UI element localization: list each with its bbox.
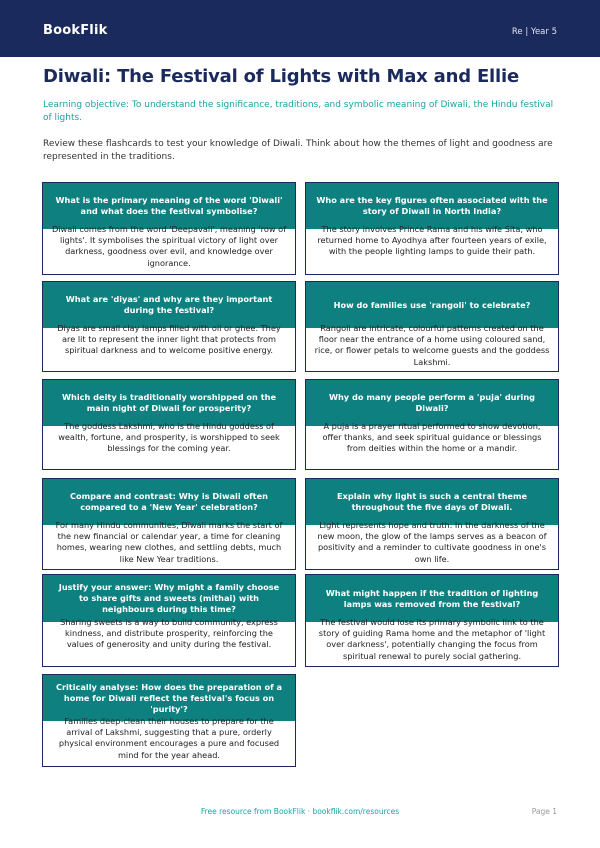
intro-text: Review these flashcards to test your knowledge of Diwali. Think about how the themes of light and goodness are represented in the traditions. (43, 139, 553, 162)
flashcard-question: What are 'diyas' and why are they important during the festival? (43, 282, 295, 328)
header-meta: Re | Year 5 (511, 27, 557, 37)
flashcard-question: How do families use 'rangoli' to celebrate? (306, 282, 558, 328)
flashcard-question: Justify your answer: Why might a family choose to share gifts and sweets (mithai) with neighbours during this time? (43, 575, 295, 622)
footer-link[interactable]: Free resource from BookFlik · bookflik.com/resources (200, 807, 400, 816)
brand-logo[interactable]: BookFlik (43, 23, 108, 38)
flashcard[interactable] (305, 379, 559, 470)
flashcard-answer: Diyas are small clay lamps filled with oil or ghee. They are lit to represent the inner light that protects from spiritual darkness and to welcome positive energy. (57, 323, 281, 356)
flashcard-answer: Light represents hope and truth. In the darkness of the new moon, the glow of the lamps serves as a beacon of positivity and a reminder to cultivate goodness in one's own life. (317, 520, 547, 564)
flashcard[interactable] (42, 379, 296, 470)
flashcard[interactable] (305, 182, 559, 275)
flashcard[interactable] (42, 574, 296, 667)
flashcard-answer: Rangoli are intricate, colourful patterns created on the floor near the entrance of a home using coloured sand, rice, or flower petals to welcome guests and the goddess Lakshmi. (314, 323, 550, 367)
flashcard-answer: For many Hindu communities, Diwali marks the start of the new financial or calendar year, a time for cleaning homes, wearing new clothes, and settling debts, much like New Year traditions. (55, 520, 283, 564)
flashcard-question: Which deity is traditionally worshipped on the main night of Diwali for prosperity? (43, 380, 295, 426)
flashcard[interactable] (305, 478, 559, 570)
flashcard-question: What might happen if the tradition of lighting lamps was removed from the festival? (306, 575, 558, 622)
flashcard-answer: The festival would lose its primary symbolic link to the story of guiding Rama home and the metaphor of 'light over darkness', potentially changing the focus from spiritual renewal to purely social gathering. (318, 617, 546, 661)
flashcard-question: Why do many people perform a 'puja' during Diwali? (306, 380, 558, 426)
flashcard-question: What is the primary meaning of the word 'Diwali' and what does the festival symbolise? (43, 183, 295, 229)
flashcard-answer: Diwali comes from the word 'Deepavali', meaning 'row of lights'. It symbolises the spiritual victory of light over darkness, goodness over evil, and knowledge over ignorance. (51, 224, 287, 268)
flashcard-answer: The story involves Prince Rama and his wife Sita, who returned home to Ayodhya after fourteen years of exile, with the people lighting lamps to guide their path. (317, 224, 547, 257)
flashcard[interactable] (42, 674, 296, 767)
flashcard-answer: Families deep-clean their houses to prepare for the arrival of Lakshmi, suggesting that a pure, orderly physical environment encourages a pure and focused mind for the year ahead. (58, 716, 280, 760)
flashcard-question: Compare and contrast: Why is Diwali often compared to a 'New Year' celebration? (43, 479, 295, 525)
flashcard[interactable] (305, 574, 559, 667)
flashcard-question: Explain why light is such a central theme throughout the five days of Diwali. (306, 479, 558, 525)
flashcard[interactable] (42, 182, 296, 275)
flashcard-answer: The goddess Lakshmi, who is the Hindu goddess of wealth, fortune, and prosperity, is worshipped to seek blessings for the coming year. (58, 421, 280, 454)
flashcard-answer: Sharing sweets is a way to build community, express kindness, and distribute prosperity, reinforcing the values of generosity and unity during the festival. (60, 617, 278, 650)
flashcard-answer: A puja is a prayer ritual performed to show devotion, offer thanks, and seek spiritual guidance or blessings from deities within the home or a mandir. (322, 421, 542, 454)
flashcard[interactable] (42, 281, 296, 372)
flashcard-question: Who are the key figures often associated with the story of Diwali in North India? (306, 183, 558, 229)
page-title: Diwali: The Festival of Lights with Max and Ellie (43, 66, 519, 87)
learning-objective: Learning objective: To understand the significance, traditions, and symbolic meaning of Diwali, the Hindu festival of lights. (43, 100, 554, 123)
flashcard[interactable] (42, 478, 296, 570)
flashcard-question: Critically analyse: How does the preparation of a home for Diwali reflect the festival's focus on 'purity'? (43, 675, 295, 721)
page-number: Page 1 (531, 807, 557, 816)
flashcard[interactable] (305, 281, 559, 372)
header-bar (0, 0, 600, 57)
